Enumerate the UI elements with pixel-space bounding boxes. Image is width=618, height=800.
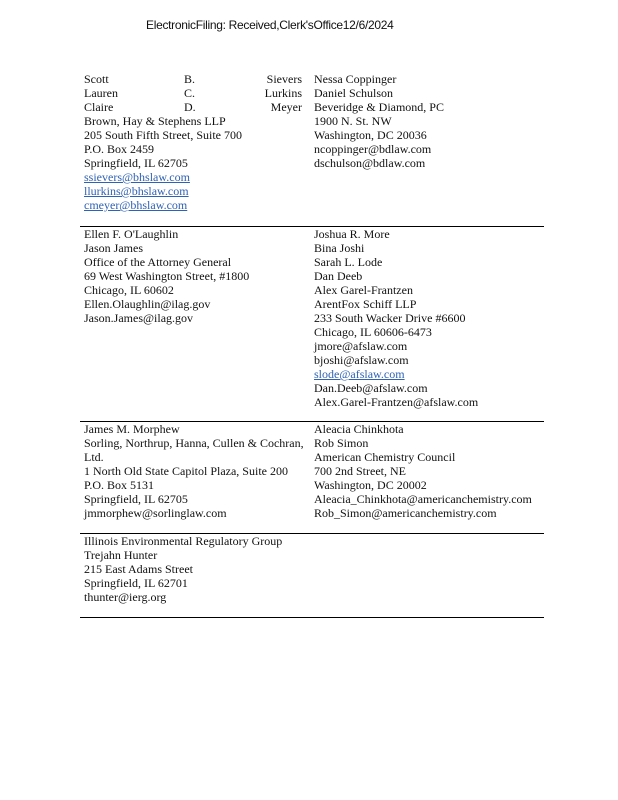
address-line: 69 West Washington Street, #1800	[84, 269, 250, 283]
email-text: bjoshi@afslaw.com	[314, 353, 409, 367]
email-text: Ellen.Olaughlin@ilag.gov	[84, 297, 211, 311]
person-name: Jason James	[84, 241, 143, 255]
email-link[interactable]: cmeyer@bhslaw.com	[84, 198, 188, 212]
address-line: 700 2nd Street, NE	[314, 464, 406, 478]
contact-afslaw	[314, 227, 544, 409]
person-name: Ellen F. O'Laughlin	[84, 227, 179, 241]
person-name: Joshua R. More	[314, 227, 390, 241]
first-name: Lauren	[84, 86, 118, 100]
address-line: P.O. Box 2459	[84, 142, 155, 156]
efiling-header: ElectronicFiling: Received,Clerk'sOffice12/6/2024	[146, 18, 394, 32]
name-row	[84, 86, 308, 100]
email-link[interactable]: ssievers@bhslaw.com	[84, 170, 190, 184]
middle-initial: B.	[184, 72, 196, 86]
first-name: Scott	[84, 72, 109, 86]
middle-initial: D.	[184, 100, 196, 114]
email-link[interactable]: slode@afslaw.com	[314, 367, 405, 381]
middle-initial: C.	[184, 86, 196, 100]
person-name: Daniel Schulson	[314, 86, 393, 100]
person-name: Alex Garel-Frantzen	[314, 283, 413, 297]
address-line: Chicago, IL 60602	[84, 283, 174, 297]
person-name: Dan Deeb	[314, 269, 363, 283]
last-name: Sievers	[266, 72, 302, 86]
section-divider	[80, 617, 544, 618]
first-name: Claire	[84, 100, 114, 114]
address-line: Springfield, IL 62705	[84, 156, 188, 170]
service-block-1	[80, 72, 544, 216]
address-line: P.O. Box 5131	[84, 478, 155, 492]
email-text: ncoppinger@bdlaw.com	[314, 142, 432, 156]
address-line: Springfield, IL 62701	[84, 576, 188, 590]
person-name: James M. Morphew	[84, 422, 180, 436]
address-line: 215 East Adams Street	[84, 562, 193, 576]
address-line: Washington, DC 20002	[314, 478, 427, 492]
firm-name: Ltd.	[84, 450, 104, 464]
service-block-2	[80, 227, 544, 407]
email-text: dschulson@bdlaw.com	[314, 156, 426, 170]
address-line: 205 South Fifth Street, Suite 700	[84, 128, 243, 142]
address-line: Chicago, IL 60606-6473	[314, 325, 432, 339]
firm-name: American Chemistry Council	[314, 450, 456, 464]
address-line: 1 North Old State Capitol Plaza, Suite 200	[84, 464, 288, 478]
person-name: Aleacia Chinkhota	[314, 422, 404, 436]
address-line: Springfield, IL 62705	[84, 492, 188, 506]
last-name: Lurkins	[264, 86, 302, 100]
address-line: 233 South Wacker Drive #6600	[314, 311, 466, 325]
address-line: Washington, DC 20036	[314, 128, 427, 142]
last-name: Meyer	[270, 100, 302, 114]
office-name: Office of the Attorney General	[84, 255, 232, 269]
firm-name: Beveridge & Diamond, PC	[314, 100, 444, 114]
name-row	[84, 72, 308, 86]
name-row	[84, 100, 308, 114]
person-name: Bina Joshi	[314, 241, 365, 255]
email-text: jmore@afslaw.com	[314, 339, 408, 353]
firm-name: Brown, Hay & Stephens LLP	[84, 114, 226, 128]
contact-bdlaw	[314, 72, 544, 170]
address-line: 1900 N. St. NW	[314, 114, 392, 128]
email-text: Rob_Simon@americanchemistry.com	[314, 506, 497, 520]
person-name: Rob Simon	[314, 436, 369, 450]
email-text: Aleacia_Chinkhota@americanchemistry.com	[314, 492, 532, 506]
contact-ierg	[84, 534, 308, 604]
contact-sorling	[84, 422, 308, 520]
contact-bhslaw	[84, 72, 308, 212]
person-name: Trejahn Hunter	[84, 548, 158, 562]
service-block-4	[80, 534, 544, 606]
email-text: Dan.Deeb@afslaw.com	[314, 381, 428, 395]
firm-name: Sorling, Northrup, Hanna, Cullen & Cochran,	[84, 436, 304, 450]
firm-name: ArentFox Schiff LLP	[314, 297, 417, 311]
email-text: Alex.Garel-Frantzen@afslaw.com	[314, 395, 479, 409]
email-link[interactable]: llurkins@bhslaw.com	[84, 184, 189, 198]
contact-american-chemistry	[314, 422, 544, 520]
contact-attorney-general	[84, 227, 308, 325]
service-block-3	[80, 422, 544, 522]
email-text: thunter@ierg.org	[84, 590, 167, 604]
firm-name: Illinois Environmental Regulatory Group	[84, 534, 283, 548]
person-name: Nessa Coppinger	[314, 72, 397, 86]
person-name: Sarah L. Lode	[314, 255, 383, 269]
email-text: Jason.James@ilag.gov	[84, 311, 194, 325]
email-text: jmmorphew@sorlinglaw.com	[84, 506, 227, 520]
